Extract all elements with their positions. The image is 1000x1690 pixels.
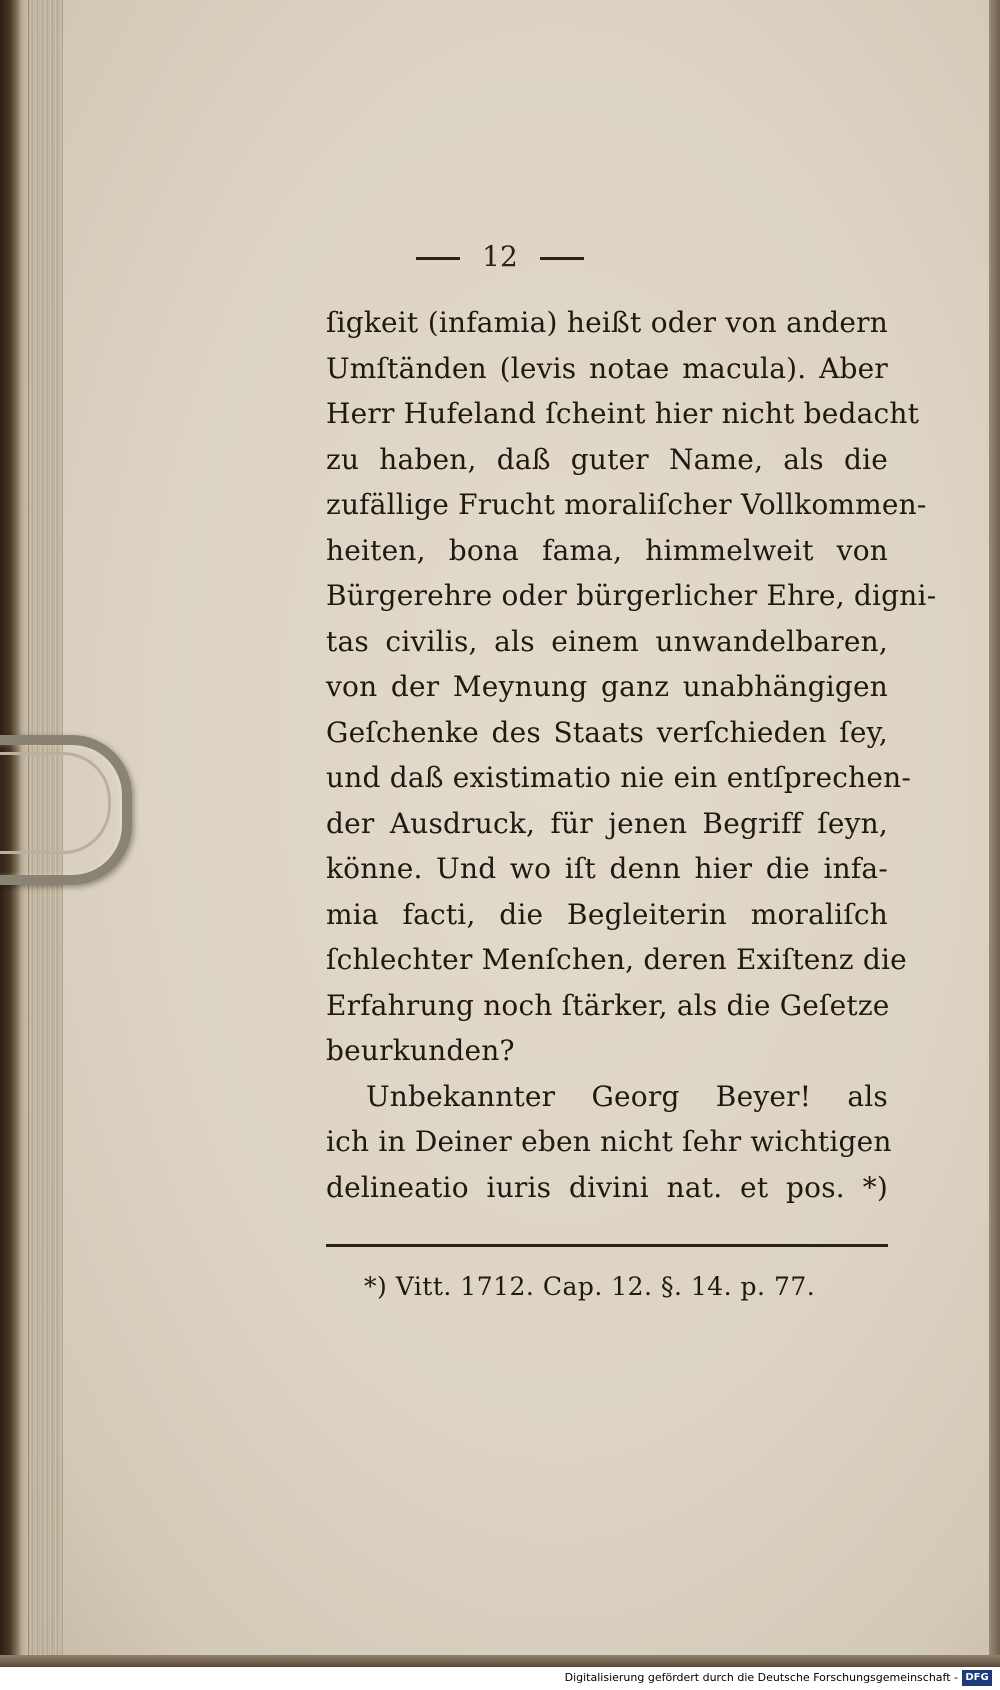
page-number: 12 — [482, 240, 518, 273]
text-line: von der Meynung ganz unabhängigen — [326, 670, 888, 703]
page-bottom-edge — [0, 1655, 1000, 1667]
text-line: mia facti, die Begleiterin moraliſch — [326, 897, 888, 931]
text-line: der Ausdruck, für jenen Begriff ſeyn, — [326, 806, 888, 840]
funding-credit: Digitalisierung gefördert durch die Deutsche Forschungsgemeinschaft - — [564, 1671, 958, 1684]
text-line: tas civilis, als einem unwandelbaren, — [326, 624, 888, 658]
header-dash-right — [540, 257, 584, 260]
header-dash-left — [416, 257, 460, 260]
text-line: zufällige Frucht moraliſcher Vollkommen- — [326, 488, 927, 521]
text-line: ſchlechter Menſchen, deren Exiſtenz die — [326, 943, 907, 976]
text-line: Unbekannter Georg Beyer! als — [366, 1079, 888, 1113]
text-line: Geſchenke des Staats verſchieden ſey, — [326, 715, 888, 749]
bookmark-clip-inner — [0, 752, 111, 854]
text-line: heiten, bona fama, himmelweit von — [326, 533, 888, 567]
text-line: beurkunden? — [326, 1034, 515, 1067]
text-line: delineatio iuris divini nat. et pos. *) — [326, 1170, 888, 1204]
text-line: ſigkeit (infamia) heißt oder von andern — [326, 306, 888, 339]
text-line: ich in Deiner eben nicht ſehr wichtigen — [326, 1125, 892, 1158]
text-line: Erfahrung noch ſtärker, als die Geſetze — [326, 988, 890, 1022]
text-line: und daß existimatio nie ein entſprechen- — [326, 761, 912, 794]
text-line: Herr Hufeland ſcheint hier nicht bedacht — [326, 397, 920, 430]
dfg-logo: DFG — [962, 1670, 992, 1686]
body-text — [326, 300, 937, 1210]
footnote: *) Vitt. 1712. Cap. 12. §. 14. p. 77. — [364, 1272, 816, 1301]
text-line: Umſtänden (levis notae macula). Aber — [326, 351, 888, 385]
text-line: könne. Und wo iſt denn hier die infa- — [326, 852, 888, 885]
text-line: zu haben, daß guter Name, als die — [326, 442, 888, 476]
text-line: Bürgerehre oder bürgerlicher Ehre, digni- — [326, 579, 937, 612]
page-header — [0, 240, 1000, 273]
footnote-rule — [326, 1244, 888, 1247]
